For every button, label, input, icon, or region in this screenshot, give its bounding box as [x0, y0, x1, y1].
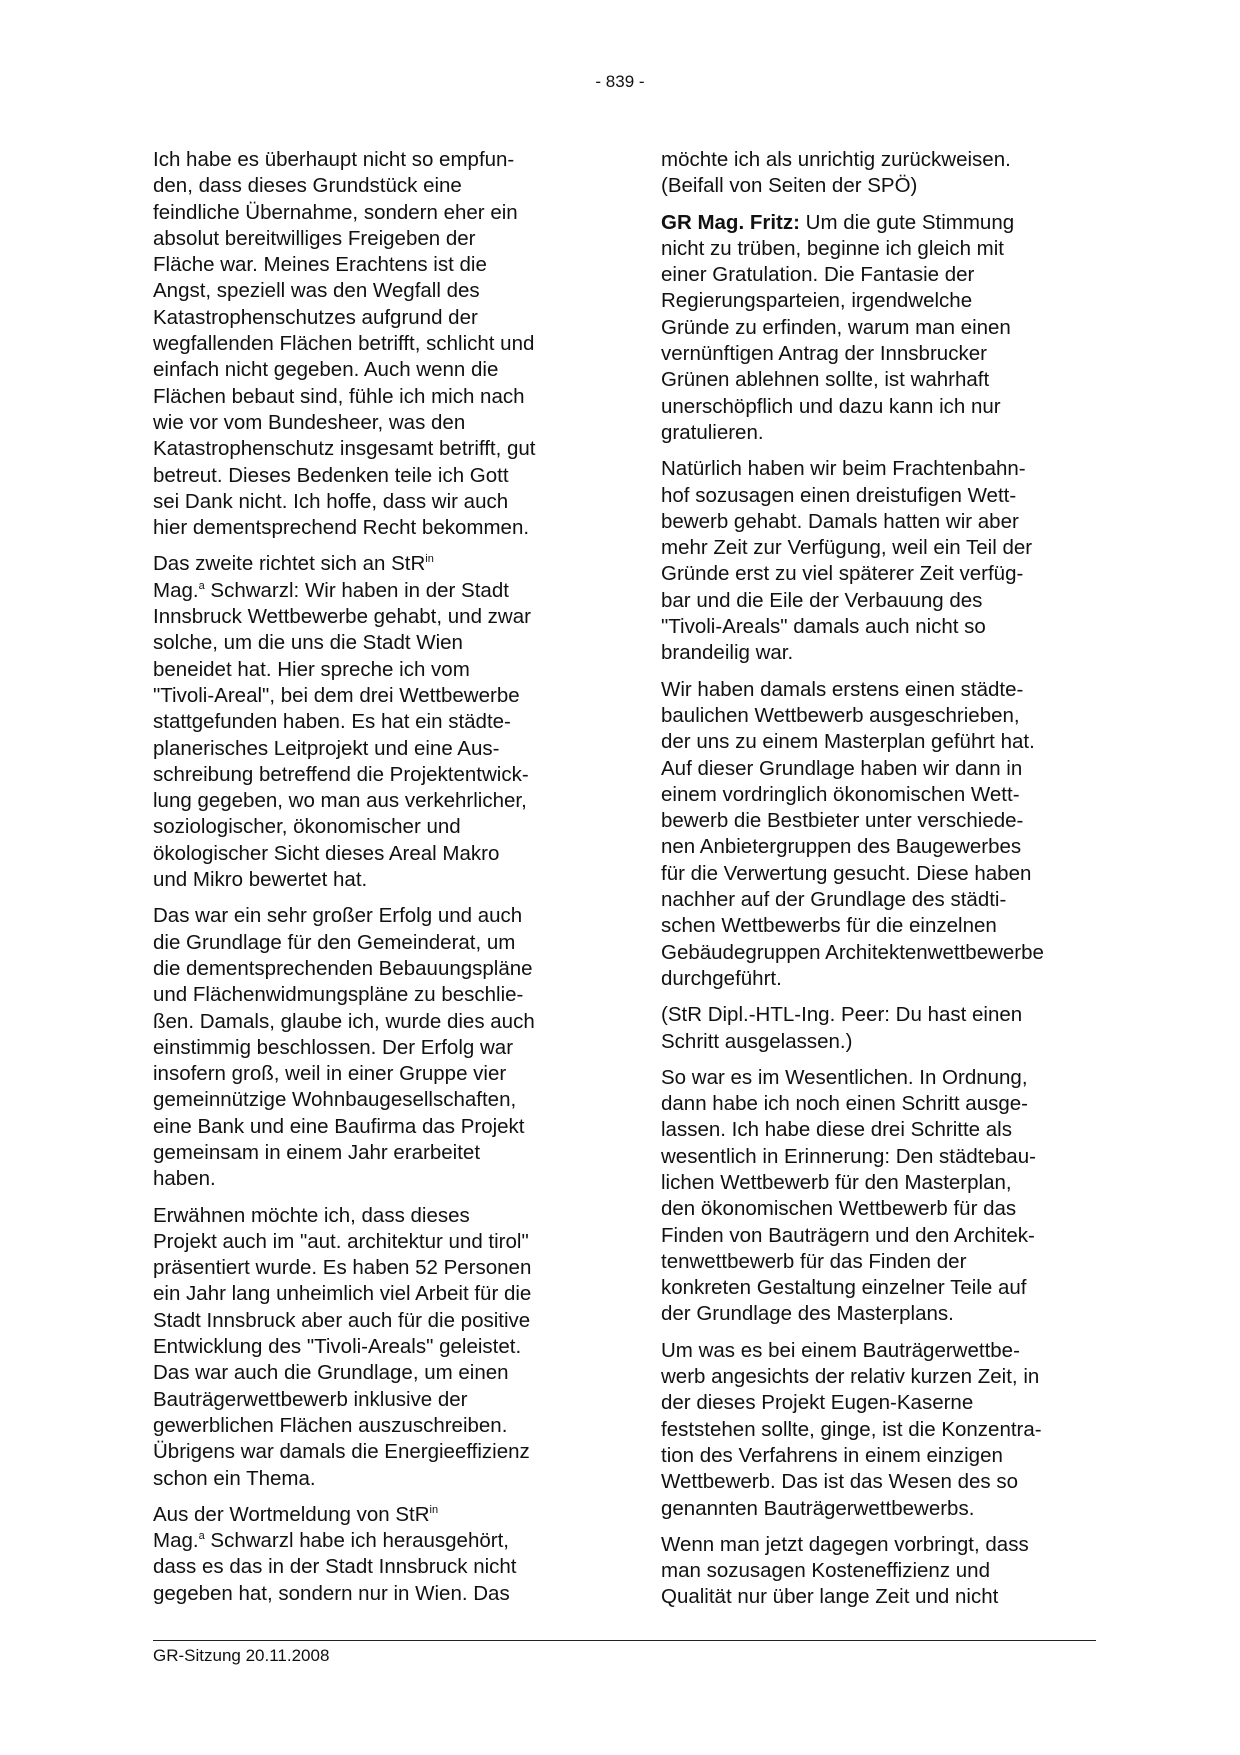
text-line: einem vordringlich ökonomischen Wett- — [661, 782, 1020, 806]
text-line: gewerblichen Flächen auszuschreiben. — [153, 1413, 508, 1437]
superscript: a — [198, 579, 205, 592]
text-line: konkreten Gestaltung einzelner Teile auf — [661, 1276, 1027, 1300]
paragraph — [661, 1338, 1101, 1522]
text-line: Innsbruck Wettbewerbe gehabt, und zwar — [153, 605, 531, 629]
speaker-name: GR Mag. Fritz: — [661, 210, 800, 234]
text-line: Entwicklung des "Tivoli-Areals" geleistet. — [153, 1335, 522, 1359]
text-line: Natürlich haben wir beim Frachtenbahn- — [661, 457, 1026, 481]
text-line: präsentiert wurde. Es haben 52 Personen — [153, 1256, 532, 1280]
text-line: tenwettbewerb für das Finden der — [661, 1249, 967, 1273]
text-line: hof sozusagen einen dreistufigen Wett- — [661, 483, 1017, 507]
text-line: vernünftigen Antrag der Innsbrucker — [661, 342, 987, 366]
text-line: Qualität nur über lange Zeit und nicht — [661, 1585, 999, 1609]
text-line: Flächen bebaut sind, fühle ich mich nach — [153, 384, 525, 408]
text-line: insofern groß, weil in einer Gruppe vier — [153, 1062, 507, 1086]
paragraph — [153, 1502, 598, 1607]
text-line: die Grundlage für den Gemeinderat, um — [153, 930, 516, 954]
text: Das zweite richtet sich an StR — [153, 552, 426, 576]
text-line: Projekt auch im "aut. architektur und tirol" — [153, 1229, 529, 1253]
text-line: Ich habe es überhaupt nicht so empfun- — [153, 148, 515, 171]
text-line: Das war auch die Grundlage, um einen — [153, 1361, 509, 1385]
text-line: für die Verwertung gesucht. Diese haben — [661, 861, 1032, 885]
text-line: Gebäudegruppen Architektenwettbewerbe — [661, 940, 1044, 964]
text-line: und Mikro bewertet hat. — [153, 868, 368, 892]
text-line: Gründe zu erfinden, warum man einen — [661, 315, 1011, 339]
text-line: bewerb die Bestbieter unter verschiede- — [661, 809, 1024, 833]
text-line: Erwähnen möchte ich, dass dieses — [153, 1203, 470, 1227]
left-column — [153, 147, 598, 1617]
page-number: - 839 - — [595, 72, 645, 91]
text-line: gratulieren. — [661, 420, 764, 444]
paragraph — [661, 1532, 1101, 1611]
text-line: nicht zu trüben, beginne ich gleich mit — [661, 236, 1005, 260]
footer-session-date: GR-Sitzung 20.11.2008 — [153, 1646, 330, 1665]
text-line: eine Bank und eine Baufirma das Projekt — [153, 1114, 525, 1138]
text-line: gemeinnützige Wohnbaugesellschaften, — [153, 1088, 517, 1112]
text-line: Regierungsparteien, irgendwelche — [661, 289, 973, 313]
text-line: bar und die Eile der Verbauung des — [661, 588, 983, 612]
paragraph — [153, 147, 598, 541]
text: Schwarzl: Wir haben in der Stadt — [204, 578, 509, 602]
text: Schwarzl habe ich herausgehört, — [204, 1529, 509, 1553]
text-line: baulichen Wettbewerb ausgeschrieben, — [661, 703, 1020, 727]
text-line: der Grundlage des Masterplans. — [661, 1302, 954, 1326]
text-line: soziologischer, ökonomischer und — [153, 815, 461, 839]
text-line: haben. — [153, 1167, 216, 1191]
text-line: betreut. Dieses Bedenken teile ich Gott — [153, 463, 509, 487]
text-line — [153, 1502, 598, 1528]
text-line: Wir haben damals erstens einen städte- — [661, 677, 1024, 701]
text-line: schon ein Thema. — [153, 1466, 316, 1490]
paragraph — [661, 456, 1101, 666]
text-line: werb angesichts der relativ kurzen Zeit, in — [661, 1365, 1040, 1389]
text-line — [153, 551, 598, 577]
text-line: Das war ein sehr großer Erfolg und auch — [153, 904, 523, 928]
text-line: einfach nicht gegeben. Auch wenn die — [153, 358, 499, 382]
text-line: wesentlich in Erinnerung: Den städtebau- — [661, 1144, 1036, 1168]
text-line: Gründe erst zu viel späterer Zeit verfüg- — [661, 562, 1024, 586]
superscript: in — [425, 553, 434, 566]
text-line: den, dass dieses Grundstück eine — [153, 174, 462, 198]
text-line: durchgeführt. — [661, 966, 782, 990]
text-line — [661, 210, 1101, 236]
text-line: Schritt ausgelassen.) — [661, 1029, 853, 1053]
text: Um die gute Stimmung — [799, 210, 1015, 234]
text-line: der uns zu einem Masterplan geführt hat. — [661, 730, 1035, 754]
text-line — [153, 1528, 598, 1554]
text-line: lassen. Ich habe diese drei Schritte als — [661, 1118, 1012, 1142]
paragraph — [661, 677, 1101, 993]
text-line: ökologischer Sicht dieses Areal Makro — [153, 841, 500, 865]
text-line: einer Gratulation. Die Fantasie der — [661, 263, 975, 287]
text-line: ßen. Damals, glaube ich, wurde dies auch — [153, 1009, 535, 1033]
text: Mag. — [153, 578, 199, 602]
text-line: stattgefunden haben. Es hat ein städte- — [153, 710, 511, 734]
text-line: gegeben hat, sondern nur in Wien. Das — [153, 1581, 510, 1605]
text-line: brandeilig war. — [661, 641, 794, 665]
paragraph — [153, 551, 598, 893]
text-line: dass es das in der Stadt Innsbruck nicht — [153, 1555, 517, 1579]
text-line: So war es im Wesentlichen. In Ordnung, — [661, 1065, 1028, 1089]
text-line: Angst, speziell was den Wegfall des — [153, 279, 480, 303]
paragraph — [661, 1002, 1101, 1055]
text-line: gemeinsam in einem Jahr erarbeitet — [153, 1140, 481, 1164]
text-line — [153, 578, 598, 604]
text-line: Katastrophenschutz insgesamt betrifft, gut — [153, 437, 536, 461]
text-line: Fläche war. Meines Erachtens ist die — [153, 253, 487, 277]
text-line: tion des Verfahrens in einem einzigen — [661, 1443, 1003, 1467]
text-line: Übrigens war damals die Energieeffizienz — [153, 1440, 530, 1464]
paragraph — [661, 210, 1101, 447]
text-line: "Tivoli-Areals" damals auch nicht so — [661, 615, 986, 639]
superscript: in — [429, 1504, 439, 1517]
text-line: unerschöpflich und dazu kann ich nur — [661, 394, 1001, 418]
text-line: feindliche Übernahme, sondern eher ein — [153, 200, 518, 224]
text-line: Katastrophenschutzes aufgrund der — [153, 305, 478, 329]
paragraph — [153, 903, 598, 1192]
footer-divider — [153, 1640, 1096, 1641]
text-line: schreibung betreffend die Projektentwick- — [153, 762, 529, 786]
text-line: lichen Wettbewerb für den Masterplan, — [661, 1170, 1012, 1194]
text-line: (Beifall von Seiten der SPÖ) — [661, 174, 918, 198]
text-line: schen Wettbewerbs für die einzelnen — [661, 914, 997, 938]
text-line: Grünen ablehnen sollte, ist wahrhaft — [661, 368, 990, 392]
text-line: möchte ich als unrichtig zurückweisen. — [661, 148, 1011, 171]
text-line: beneidet hat. Hier spreche ich vom — [153, 657, 470, 681]
text-line: mehr Zeit zur Verfügung, weil ein Teil der — [661, 536, 1033, 560]
text-line: Stadt Innsbruck aber auch für die positive — [153, 1308, 531, 1332]
text-line: lung gegeben, wo man aus verkehrlicher, — [153, 789, 527, 813]
text-line: genannten Bauträgerwettbewerbs. — [661, 1496, 975, 1520]
text-line: bewerb gehabt. Damals hatten wir aber — [661, 509, 1019, 533]
paragraph — [153, 1203, 598, 1492]
text-line: Um was es bei einem Bauträgerwettbe- — [661, 1338, 1020, 1362]
text-line: feststehen sollte, ginge, ist die Konzentra- — [661, 1417, 1042, 1441]
text-line: absolut bereitwilliges Freigeben der — [153, 226, 476, 250]
text-line: Bauträgerwettbewerb inklusive der — [153, 1387, 468, 1411]
text-line: wie vor vom Bundesheer, was den — [153, 410, 466, 434]
text-line: planerisches Leitprojekt und eine Aus- — [153, 736, 500, 760]
text-line: die dementsprechenden Bebauungspläne — [153, 956, 533, 980]
text-line: Wettbewerb. Das ist das Wesen des so — [661, 1470, 1019, 1494]
text-line: solche, um die uns die Stadt Wien — [153, 631, 463, 655]
superscript: a — [198, 1530, 205, 1543]
text-line: nachher auf der Grundlage des städti- — [661, 888, 1007, 912]
text-line: und Flächenwidmungspläne zu beschlie- — [153, 983, 524, 1007]
text-line: wegfallenden Flächen betrifft, schlicht und — [153, 332, 535, 356]
text: Aus der Wortmeldung von StR — [153, 1502, 430, 1526]
text-line: den ökonomischen Wettbewerb für das — [661, 1197, 1017, 1221]
text-line: hier dementsprechend Recht bekommen. — [153, 516, 530, 540]
text-line: der dieses Projekt Eugen-Kaserne — [661, 1391, 974, 1415]
text-line: dann habe ich noch einen Schritt ausge- — [661, 1092, 1028, 1116]
text-line: Auf dieser Grundlage haben wir dann in — [661, 756, 1023, 780]
text-line: einstimmig beschlossen. Der Erfolg war — [153, 1035, 514, 1059]
text-line: "Tivoli-Areal", bei dem drei Wettbewerbe — [153, 683, 520, 707]
text-line: Wenn man jetzt dagegen vorbringt, dass — [661, 1532, 1029, 1556]
text-line: man sozusagen Kosteneffizienz und — [661, 1559, 990, 1583]
text-line: ein Jahr lang unheimlich viel Arbeit für die — [153, 1282, 532, 1306]
paragraph — [661, 1065, 1101, 1328]
right-column — [661, 147, 1101, 1621]
text: Mag. — [153, 1529, 199, 1553]
paragraph — [661, 147, 1101, 200]
text-line: (StR Dipl.-HTL-Ing. Peer: Du hast einen — [661, 1003, 1023, 1027]
text-line: sei Dank nicht. Ich hoffe, dass wir auch — [153, 489, 509, 513]
text-line: Finden von Bauträgern und den Architek- — [661, 1223, 1035, 1247]
text-line: nen Anbietergruppen des Baugewerbes — [661, 835, 1022, 859]
